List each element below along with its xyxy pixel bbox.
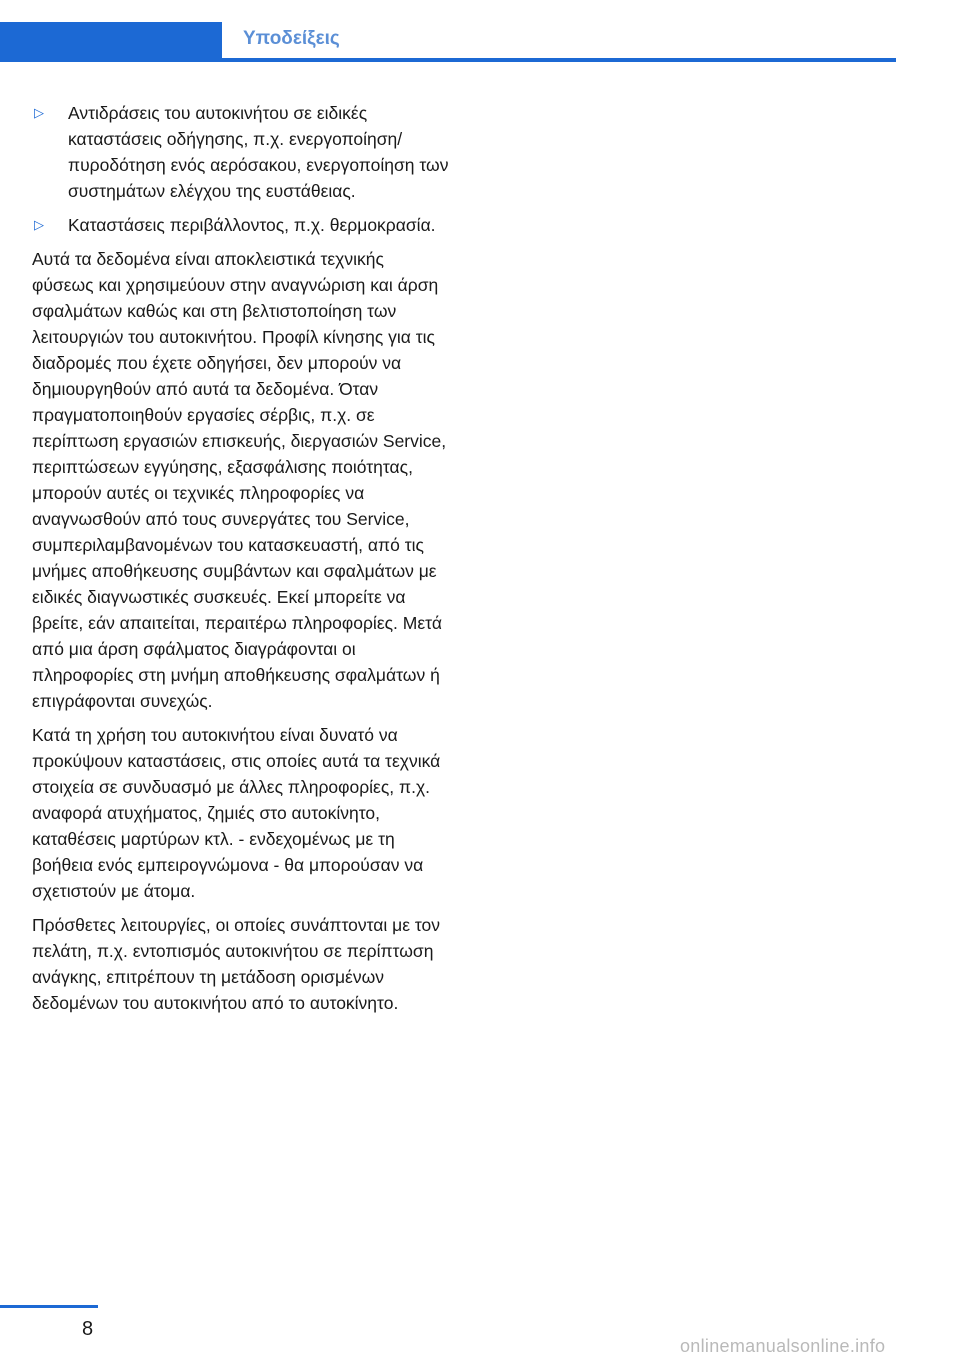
list-item-text: Καταστάσεις περιβάλλοντος, π.χ. θερμοκρασία. [68,215,436,235]
paragraph: Κατά τη χρήση του αυτοκινήτου είναι δυνατό να προκύψουν καταστάσεις, στις οποίες αυτά τα τεχνικά στοιχεία σε συνδυασμό με άλλες πληροφορίες, π.χ. αναφορά ατυχήματος, ζημιές στο αυτοκίνητο, καταθέσεις μαρτύρων κτλ. - ενδεχομένως με τη βοήθεια ενός εμπειρογνώμονα - θα μπορούσαν να σχετιστούν με άτομα. [32,725,441,901]
list-item [32,100,450,204]
header-rule [222,58,896,62]
list-item-text: Αντιδράσεις του αυτοκινήτου σε ειδικές καταστάσεις οδήγησης, π.χ. ενεργοποίηση/ πυροδότηση ενός αερόσακου, ενεργοποίηση των συστημάτων ελέγχου της ευστάθειας. [68,103,449,201]
list-item [32,212,450,238]
watermark: onlinemanualsonline.info [680,1336,886,1356]
paragraph: Αυτά τα δεδομένα είναι αποκλειστικά τεχνικής φύσεως και χρησιμεύουν στην αναγνώριση και άρση σφαλμάτων καθώς και στη βελτιστοποίηση των λειτουργιών του αυτοκινήτου. Προφίλ κίνησης για τις διαδρομές που έχετε οδηγήσει, δεν μπορούν να δημιουργηθούν από αυτά τα δεδομένα. Όταν πραγματοποιηθούν εργασίες σέρβις, π.χ. σε περίπτωση εργασιών επισκευής, διεργασιών Service, περιπτώσεων εγγύησης, εξασφάλισης ποιότητας, μπορούν αυτές οι τεχνικές πληροφορίες να αναγνωσθούν από τους συνεργάτες του Service, συμπεριλαμβανομένων του κατασκευαστή, από τις μνήμες αποθήκευσης συμβάντων και σφαλμάτων με ειδικές διαγνωστικές συσκευές. Εκεί μπορείτε να βρείτε, εάν απαιτείται, περαιτέρω πληροφορίες. Μετά από μια άρση σφάλματος διαγράφονται οι πληροφορίες στη μνήμη αποθήκευσης σφαλμάτων ή επιγράφονται συνεχώς. [32,249,447,711]
paragraph: Πρόσθετες λειτουργίες, οι οποίες συνάπτονται με τον πελάτη, π.χ. εντοπισμός αυτοκινήτου σε περίπτωση ανάγκης, επιτρέπουν τη μετάδοση ορισμένων δεδομένων του αυτοκινήτου από το αυτοκίνητο. [32,915,441,1013]
page-number: 8 [82,1318,94,1340]
footer-rule [0,1305,98,1308]
header-accent-bar [0,22,222,62]
triangle-right-icon: ▷ [34,217,44,232]
page-content [32,100,450,1024]
section-title: Υποδείξεις [243,28,340,49]
triangle-right-icon: ▷ [34,105,44,120]
